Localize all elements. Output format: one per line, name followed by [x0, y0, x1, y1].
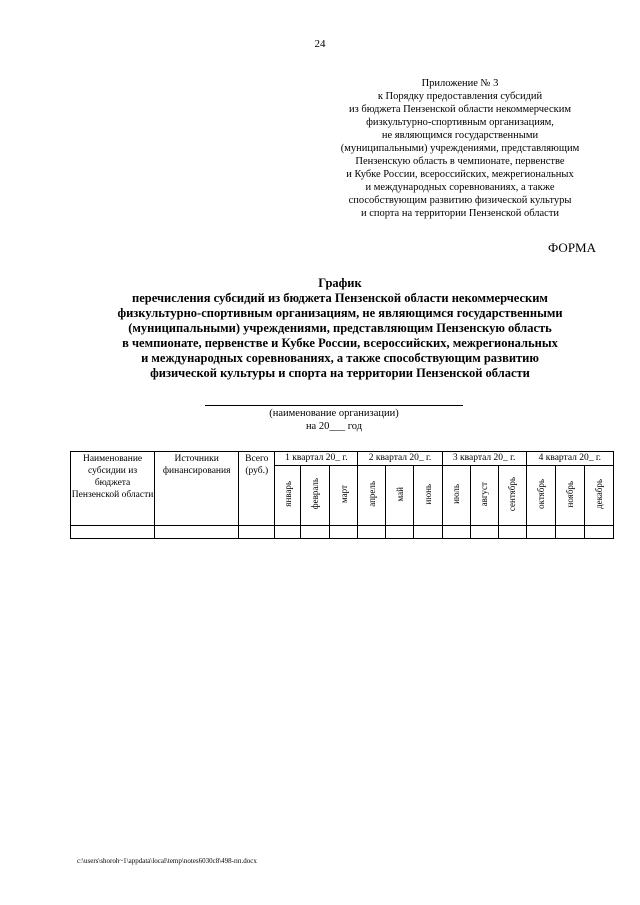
title-line: в чемпионате, первенстве и Кубке России, всероссийских, межрегиональных	[122, 336, 558, 350]
appendix-line: не являющимся государственными	[381, 130, 539, 141]
appendix-line: и международных соревнованиях, а также	[365, 182, 555, 193]
header-month: ноябрь	[555, 466, 584, 526]
title-line: перечисления субсидий из бюджета Пензенской области некоммерческим	[132, 291, 548, 305]
appendix-line: Пензенскую область в чемпионате, первенстве	[355, 156, 565, 167]
header-month: январь	[275, 466, 301, 526]
table-row	[71, 526, 614, 539]
page-number: 24	[314, 38, 326, 50]
appendix-line: к Порядку предоставления субсидий	[377, 91, 543, 102]
title-line: (муниципальными) учреждениями, представляющим Пензенскую область	[128, 321, 552, 335]
table-cell[interactable]	[414, 526, 442, 539]
table-cell[interactable]	[442, 526, 470, 539]
document-title	[40, 276, 640, 381]
title-line: физкультурно-спортивным организациям, не являющимся государственными	[117, 306, 563, 320]
table-cell[interactable]	[526, 526, 555, 539]
organization-block	[205, 405, 463, 433]
header-month: октябрь	[526, 466, 555, 526]
table-cell[interactable]	[498, 526, 526, 539]
payment-schedule-table	[70, 451, 614, 539]
year-line: на 20___ год	[305, 421, 363, 432]
appendix-line: (муниципальными) учреждениями, представляющим	[340, 143, 580, 154]
table-cell[interactable]	[584, 526, 613, 539]
header-quarter-3: 3 квартал 20_ г.	[442, 452, 526, 466]
table-cell[interactable]	[239, 526, 275, 539]
file-path-footer: c:\users\shoroh~1\appdata\local\temp\notes6030c8\498-пп.docx	[77, 857, 257, 865]
header-month: май	[386, 466, 414, 526]
table-cell[interactable]	[301, 526, 330, 539]
appendix-line: Приложение № 3	[421, 78, 499, 89]
appendix-line: физкультурно-спортивным организациям,	[366, 117, 554, 128]
table-cell[interactable]	[386, 526, 414, 539]
organization-name-line[interactable]	[205, 405, 463, 406]
appendix-line: и спорта на территории Пензенской области	[360, 208, 560, 219]
header-month: декабрь	[584, 466, 613, 526]
table-cell[interactable]	[555, 526, 584, 539]
header-month: июль	[442, 466, 470, 526]
title-line: физической культуры и спорта на территории Пензенской области	[150, 366, 530, 380]
table-cell[interactable]	[470, 526, 498, 539]
table-cell[interactable]	[275, 526, 301, 539]
appendix-header	[300, 77, 620, 220]
table-cell[interactable]	[330, 526, 358, 539]
header-month: август	[470, 466, 498, 526]
header-month: апрель	[358, 466, 386, 526]
header-total: Всего (руб.)	[239, 452, 275, 526]
header-month: сентябрь	[498, 466, 526, 526]
appendix-line: и Кубке России, всероссийских, межрегиональных	[346, 169, 574, 180]
title-line: и международных соревнованиях, а также способствующим развитию	[141, 351, 539, 365]
title-line: График	[318, 276, 362, 290]
appendix-line: способствующим развитию физической культуры	[348, 195, 572, 206]
appendix-line: из бюджета Пензенской области некоммерческим	[349, 104, 571, 115]
organization-caption: (наименование организации)	[269, 408, 399, 419]
header-month: июнь	[414, 466, 442, 526]
header-subsidy-name: Наименование субсидии из бюджета Пензенской области	[71, 452, 155, 526]
table-cell[interactable]	[155, 526, 239, 539]
header-month: февраль	[301, 466, 330, 526]
header-quarter-4: 4 квартал 20_ г.	[526, 452, 613, 466]
table-cell[interactable]	[358, 526, 386, 539]
header-funding-sources: Источники финансирования	[155, 452, 239, 526]
header-quarter-2: 2 квартал 20_ г.	[358, 452, 442, 466]
table-cell[interactable]	[71, 526, 155, 539]
header-month: март	[330, 466, 358, 526]
form-label: ФОРМА	[548, 240, 596, 255]
header-quarter-1: 1 квартал 20_ г.	[275, 452, 358, 466]
